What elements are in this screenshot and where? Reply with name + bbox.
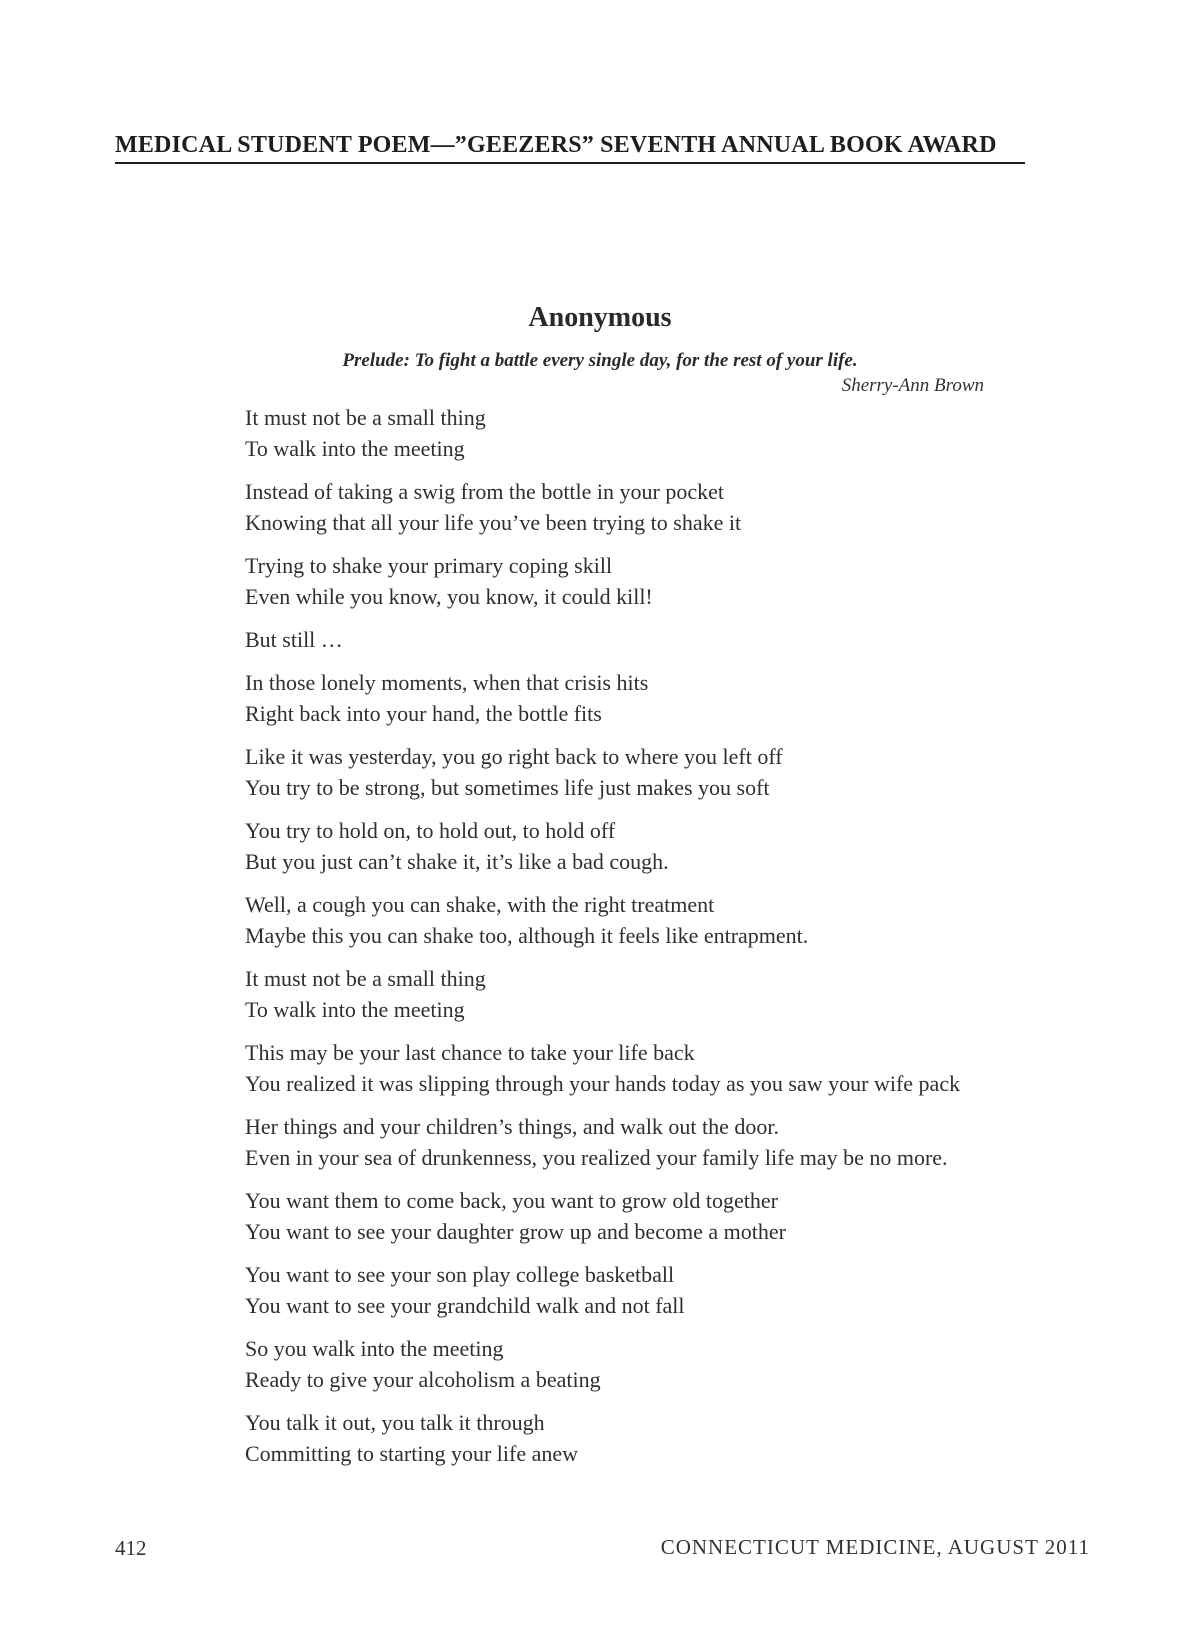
poem-line: You want to see your daughter grow up and become a mother (245, 1219, 786, 1244)
page-number: 412 (115, 1536, 147, 1560)
poem-title: Anonymous (528, 302, 672, 333)
stanza (245, 1407, 1065, 1469)
poem-line: So you walk into the meeting (245, 1336, 504, 1361)
prelude-attribution: Sherry-Ann Brown (841, 375, 984, 396)
stanza (245, 889, 1065, 951)
poem-line: You try to hold on, to hold out, to hold off (245, 818, 616, 843)
stanza (245, 476, 1065, 538)
poem-body (245, 402, 1065, 1481)
stanza (245, 624, 1065, 655)
poem-line: Maybe this you can shake too, although it feels like entrapment. (245, 923, 809, 948)
poem-line: Even in your sea of drunkenness, you realized your family life may be no more. (245, 1145, 948, 1170)
poem-line: Her things and your children’s things, and walk out the door. (245, 1114, 780, 1139)
stanza (245, 1111, 1065, 1173)
poem-line: You want to see your son play college basketball (245, 1262, 675, 1287)
poem-line: But you just can’t shake it, it’s like a bad cough. (245, 849, 669, 874)
poem-line: Knowing that all your life you’ve been trying to shake it (245, 510, 742, 535)
poem-prelude: Prelude: To fight a battle every single day, for the rest of your life. (342, 350, 858, 371)
poem-line: You want to see your grandchild walk and not fall (245, 1293, 685, 1318)
poem-line: Trying to shake your primary coping skill (245, 553, 613, 578)
section-header: MEDICAL STUDENT POEM—”GEEZERS” SEVENTH ANNUAL BOOK AWARD (115, 132, 1025, 164)
stanza (245, 1185, 1065, 1247)
stanza (245, 1259, 1065, 1321)
poem-line: Even while you know, you know, it could kill! (245, 584, 653, 609)
poem-line: Right back into your hand, the bottle fits (245, 701, 602, 726)
poem-line: To walk into the meeting (245, 997, 465, 1022)
poem-line: In those lonely moments, when that crisis hits (245, 670, 649, 695)
poem-line: Well, a cough you can shake, with the right treatment (245, 892, 715, 917)
stanza (245, 402, 1065, 464)
stanza (245, 741, 1065, 803)
poem-line: This may be your last chance to take your life back (245, 1040, 695, 1065)
journal-footer: CONNECTICUT MEDICINE, AUGUST 2011 (660, 1535, 1090, 1559)
poem-line: But still … (245, 627, 343, 652)
poem-line: You realized it was slipping through your hands today as you saw your wife pack (245, 1071, 961, 1096)
poem-line: To walk into the meeting (245, 436, 465, 461)
stanza (245, 1037, 1065, 1099)
poem-line: It must not be a small thing (245, 405, 486, 430)
poem-line: Instead of taking a swig from the bottle in your pocket (245, 479, 724, 504)
poem-line: Committing to starting your life anew (245, 1441, 579, 1466)
stanza (245, 963, 1065, 1025)
poem-line: Like it was yesterday, you go right back to where you left off (245, 744, 783, 769)
stanza (245, 1333, 1065, 1395)
poem-line: You talk it out, you talk it through (245, 1410, 545, 1435)
poem-line: You try to be strong, but sometimes life just makes you soft (245, 775, 770, 800)
stanza (245, 815, 1065, 877)
stanza (245, 667, 1065, 729)
poem-line: You want them to come back, you want to grow old together (245, 1188, 779, 1213)
stanza (245, 550, 1065, 612)
poem-line: It must not be a small thing (245, 966, 486, 991)
poem-line: Ready to give your alcoholism a beating (245, 1367, 601, 1392)
